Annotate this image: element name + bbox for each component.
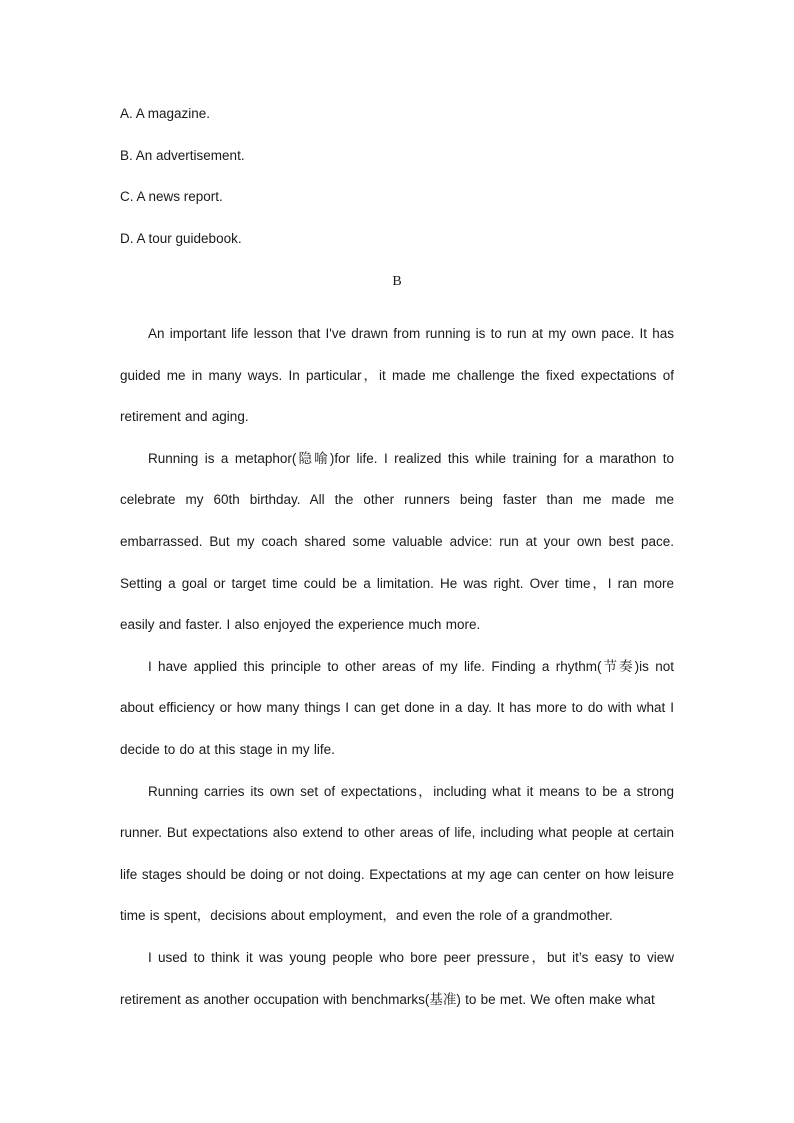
answer-options (120, 104, 680, 270)
paragraph-3: I have applied this principle to other areas of my life. Finding a rhythm(节奏)is not about efficiency or how many things I can get done in a day. It has more to do with what I decide to do at this stage in my life. (120, 658, 674, 757)
paragraph-1: An important life lesson that I've drawn from running is to run at my own pace. It has guided me in many ways. In particular，it made me challenge the fixed expectations of retirement and aging. (120, 326, 674, 425)
option-c: C. A news report. (120, 189, 223, 205)
paragraph-4: Running carries its own set of expectations，including what it means to be a strong runner. But expectations also extend to other areas of life, including what people at certain life stages should be doing or not doing. Expectations at my age can center on how leisure time is spent，decisions about employment，and even the role of a grandmother. (120, 783, 674, 924)
option-b: B. An advertisement. (120, 147, 245, 163)
paragraph-5: I used to think it was young people who bore peer pressure，but it’s easy to view retirement as another occupation with benchmarks(基准) to be met. We often make what (120, 949, 674, 1007)
paragraph-2: Running is a metaphor(隐喻)for life. I realized this while training for a marathon to celebrate my 60th birthday. All the other runners being faster than me made me embarrassed. But my coach shared some valuable advice: run at your own best pace. Setting a goal or target time could be a limitation. He was right. Over time，I ran more easily and faster. I also enjoyed the experience much more. (120, 450, 674, 633)
reading-passage (120, 313, 674, 1020)
option-d: D. A tour guidebook. (120, 230, 242, 246)
section-heading: B (392, 274, 402, 289)
option-a: A. A magazine. (120, 106, 211, 121)
